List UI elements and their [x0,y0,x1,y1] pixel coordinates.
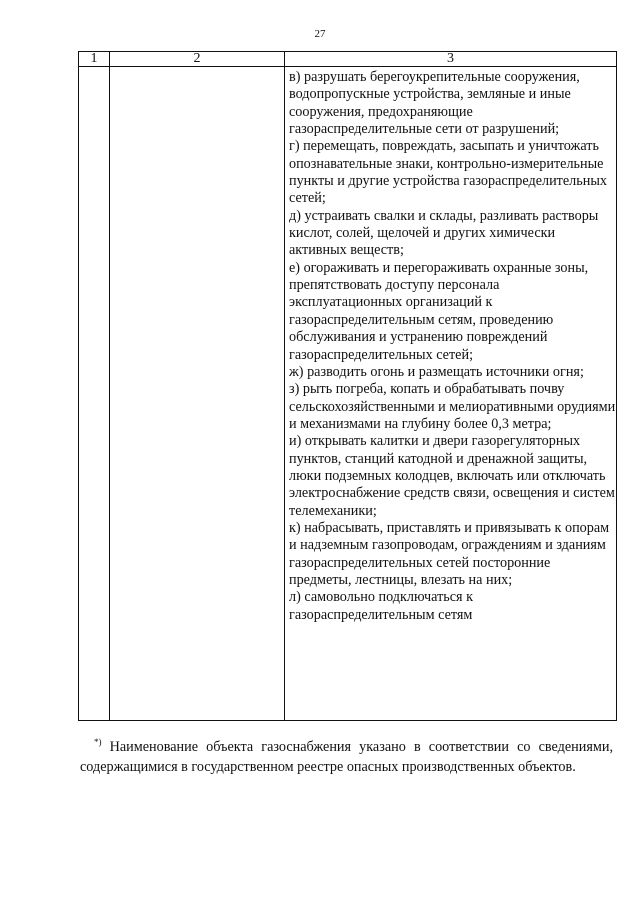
list-item-k: к) набрасывать, приставлять и привязывать к опорам и надземным газопроводам, ограждениям и зданиям газораспределительных сетей посторонние предметы, лестницы, влезать на них; [289,519,610,588]
table-header-row [79,52,617,67]
table-cell-col1 [79,67,110,721]
column-header-3: 3 [285,52,617,67]
footnote [80,737,613,777]
table-cell-col2 [110,67,285,721]
table-row [79,67,617,721]
column-header-2: 2 [110,52,285,67]
list-item-e: е) огораживать и перегораживать охранные зоны, препятствовать доступу персонала эксплуатационных организаций к газораспределительным сетям, проведению обслуживания и устранению повреждений газораспределительных сетей; [289,259,589,363]
footnote-marker: *) [94,737,102,748]
page-number: 27 [314,28,326,40]
list-item-i: и) открывать калитки и двери газорегуляторных пунктов, станций катодной и дренажной защиты, люки подземных колодцев, включать или отключать электроснабжение средств связи, освещения и систем телемеханики; [289,433,615,519]
list-item-d: д) устраивать свалки и склады, разливать растворы кислот, солей, щелочей и других химически активных веществ; [289,207,599,259]
requirements-table [78,51,617,721]
list-item-v: в) разрушать берегоукрепительные сооружения, водопропускные устройства, земляные и иные сооружения, предохраняющие газораспределительные сети от разрушений; [289,69,580,138]
prohibitions-list [285,67,616,720]
list-item-g: г) перемещать, повреждать, засыпать и уничтожать опознавательные знаки, контрольно-измерительные пункты и другие устройства газораспределительных сетей; [289,138,607,207]
table-cell-col3 [285,67,617,721]
list-item-z: з) рыть погреба, копать и обрабатывать почву сельскохозяйственными и мелиоративными орудиями и механизмами на глубину более 0,3 метра; [289,381,616,432]
list-item-zh: ж) разводить огонь и размещать источники огня; [289,363,584,380]
list-item-l: л) самовольно подключаться к газораспределительным сетям [289,589,474,623]
footnote-text: Наименование объекта газоснабжения указано в соответствии со сведениями, содержащимися в государственном реестре опасных производственных объектов. [80,739,613,775]
column-header-1: 1 [79,52,110,67]
